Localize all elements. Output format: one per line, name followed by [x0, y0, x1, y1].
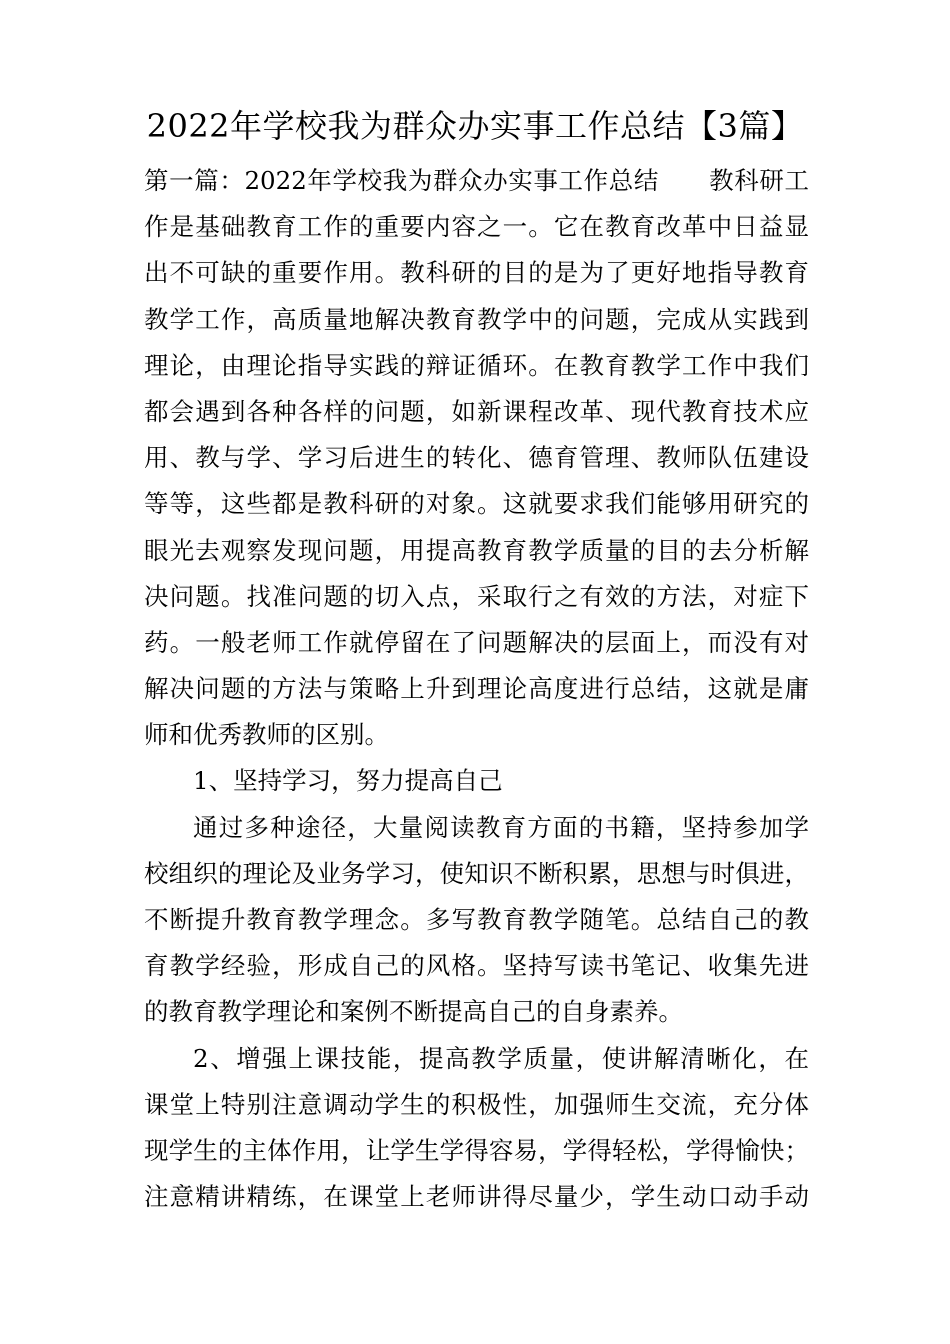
text-line: 药。一般老师工作就停留在了问题解决的层面上，而没有对 — [144, 627, 809, 657]
text-line: 课堂上特别注意调动学生的积极性，加强师生交流，充分体 — [144, 1089, 809, 1119]
text-line: 作是基础教育工作的重要内容之一。它在教育改革中日益显 — [144, 212, 809, 242]
text-line: 理论，由理论指导实践的辩证循环。在教育教学工作中我们 — [144, 350, 809, 380]
text-line: 决问题。找准问题的切入点，采取行之有效的方法，对症下 — [144, 581, 809, 611]
document-title: 2022年学校我为群众办实事工作总结【3篇】 — [146, 107, 804, 145]
text-line: 解决问题的方法与策略上升到理论高度进行总结，这就是庸 — [144, 674, 809, 704]
text-line: 的教育教学理论和案例不断提高自己的自身素养。 — [144, 997, 683, 1027]
text-line: 都会遇到各种各样的问题，如新课程改革、现代教育技术应 — [144, 396, 809, 426]
text-line: 出不可缺的重要作用。教科研的目的是为了更好地指导教育 — [144, 258, 809, 288]
text-line: 师和优秀教师的区别。 — [144, 720, 389, 750]
document-body — [144, 158, 809, 1220]
text-line: 注意精讲精练，在课堂上老师讲得尽量少，学生动口动手动 — [144, 1182, 809, 1212]
text-line: 不断提升教育教学理念。多写教育教学随笔。总结自己的教 — [144, 905, 809, 934]
text-line: 2、增强上课技能，提高教学质量，使讲解清晰化，在 — [193, 1043, 809, 1073]
text-line: 用、教与学、学习后进生的转化、德育管理、教师队伍建设 — [144, 443, 809, 473]
text-line: 眼光去观察发现问题，用提高教育教学质量的目的去分析解 — [144, 535, 809, 565]
text-line: 现学生的主体作用，让学生学得容易，学得轻松，学得愉快； — [144, 1135, 809, 1165]
text-line: 校组织的理论及业务学习，使知识不断积累，思想与时俱进， — [144, 858, 809, 888]
text-line: 通过多种途径，大量阅读教育方面的书籍，坚持参加学 — [193, 812, 809, 842]
text-line: 等等，这些都是教科研的对象。这就要求我们能够用研究的 — [144, 489, 809, 519]
text-line: 育教学经验，形成自己的风格。坚持写读书笔记、收集先进 — [144, 951, 809, 981]
text-line: 1、坚持学习，努力提高自己 — [193, 766, 503, 796]
text-line: 第一篇：2022年学校我为群众办实事工作总结 教科研工 — [144, 166, 809, 195]
text-line: 教学工作，高质量地解决教育教学中的问题，完成从实践到 — [144, 304, 809, 334]
